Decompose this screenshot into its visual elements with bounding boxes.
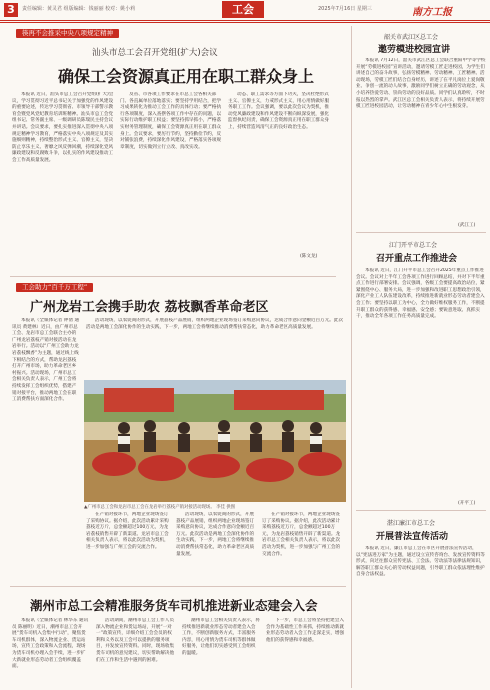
right3-title: 湛江廉江市总工会 bbox=[387, 520, 436, 527]
feature-column-1: 本报讯（全媒体记者 钟倩 通讯员 黄建林）近日，由广州市总工会、龙岩市总工会联合主办的广州龙岩荔枝产销对接活动在龙岩举行。活动以“广州工会助力龙岩荔枝飘香”为主题，通过线上线下相结合的方式，帮助龙岩荔枝打开广州市场，助力革命老区乡村振兴。活动现场，广州市总工会相关负责人表示，广州工会将持续发挥工会组织优势，搭建产销对接平台，推动两地工会在职工消费帮扶方面深化合作。 bbox=[12, 318, 80, 403]
section-name: 工会 bbox=[222, 1, 264, 18]
right1-title: 韶关市武江区总工会 bbox=[384, 34, 439, 41]
photo-caption: ▲广州市总工会和龙岩市总工会在龙岩举行荔枝产销对接活动现场。 李佳 供图 bbox=[84, 505, 236, 510]
right2-subtitle: 召开重点工作推进会 bbox=[376, 254, 458, 264]
chaozhou-title: 潮州市总工会精准服务货车司机推进新业态建会入会 bbox=[30, 598, 318, 613]
feature-column-2: 活动现场，以农促商的形式，开展荔枝产品展销，组织两地企业现场签订采购意向协议，达成合作意向金额近百万元。此次活动是两地工会深化协作的生动实践，下一步，两地工会将继续推动消费帮扶常态化，助力革命老区高质量发展。 bbox=[86, 318, 344, 330]
lychee-event-photo bbox=[84, 380, 346, 502]
right1-divider bbox=[356, 232, 486, 233]
feature-column-4: 活动现场，以农促商的形式，开展荔枝产品展销，组织两地企业现场签订采购意向协议，达成合作意向金额近百万元。此次活动是两地工会深化协作的生动实践，下一步，两地工会将继续推动消费帮扶常态化，助力革命老区高质量发展。 bbox=[176, 512, 255, 557]
feature-column-3: 在产销对接环节，两地企业现场签订了采购协议。据介绍，此次活动累计采购荔枝近万斤，总金额超过100万元，为龙岩荔枝销售开辟了新渠道。龙岩市总工会相关负责人表示，将以此次活动为契机，进一步加强与广州工会的交流合作。 bbox=[86, 512, 169, 550]
lead-column-3: 动态、职工需求等方面下功夫，坚决杜绝形式主义、官僚主义，力戒形式主义，用心用情做好服务职工工作。会议强调，要以此次会议为契机，推动党风廉政建设和作风建设不断向纵深发展，强化监督执纪问责，确保工会资源真正用在职工群众身上，持续营造风清气正的良好政治生态。 bbox=[228, 92, 330, 130]
right2-body: 本报讯 近日，江门开平市总工会召开2025年重点工作推进会议。会议对上半年工会各项工作进行回顾总结，并对下半年重点工作进行部署安排。会议强调，各级工会要提高政治站位，紧紧围绕中心、服务大局，进一步加强和改进职工思想政治引领，深化产业工人队伍建设改革，持续推进新就业形态劳动者建会入会工作；要坚持以职工为中心，全力做好维权服务工作，不断提升职工群众的获得感、幸福感、安全感；要锐意进取、真抓实干，推动全年各项工作任务高质量完成。 bbox=[356, 268, 485, 320]
page-header bbox=[0, 0, 490, 21]
lead-column-1: 本报讯 近日，汕头市总工会召开党组(扩大)会议，学习贯彻习近平总书记关于加强党的作风建设的重要论述，传达学习贯彻省、市领导干部警示教育会暨党风党纪教育培训班精神。汕头市总工会党组书记、常务副主席、一级调研员陈瑞民主持会议并讲话。会议要求，要扎实推进深入贯彻中央八项规定精神学习教育，严格落实中央八项规定及其实施细则精神，持续整治形式主义、官僚主义，坚决防止享乐主义、奢靡之风反弹回潮，持续深化党风廉政建设和反腐败斗争，以扎实的作风建设推动工会工作高质量发展。 bbox=[12, 92, 114, 163]
right3-body: 本报讯 近日，廉江市总工会在市区开展普法宣传活动，以“宪法进万家”为主题，通过设立宣传咨询台、发放宣传资料等形式，向过往群众宣传宪法、工会法、劳动法等法律法规知识，解答职工群众关心的劳动权益问题，引导职工群众依法理性维护自身合法权益。 bbox=[356, 546, 485, 578]
feature-divider bbox=[10, 586, 346, 587]
right3-subtitle: 开展普法宣传活动 bbox=[376, 532, 449, 542]
lead-divider bbox=[10, 276, 336, 277]
lead-subtitle: 汕头市总工会召开党组(扩大)会议 bbox=[92, 48, 218, 58]
editor-credits: 责任编辑：黄灵君 组版编辑：钱丽丽 校对：姚小莉 bbox=[22, 6, 136, 12]
lead-kicker: 筷再不会推采中央八项规定精神 bbox=[16, 29, 119, 38]
issue-date: 2025年7月16日 星期三 bbox=[318, 6, 372, 12]
chaozhou-column-1: 本报讯（全媒体记者 林华东 通讯员 陈丽明）近日，潮州市总工会开展“货车司机入会集中行动”，聚焦货车司机群体，深入物流企业、货运站场，宣传工会政策和入会流程，现场为货车司机办理入会手续，进一步扩大新就业形态劳动者工会组织覆盖面。 bbox=[12, 618, 89, 670]
feature-kicker: 工会助力“百千万工程” bbox=[16, 283, 93, 292]
header-rule bbox=[0, 22, 490, 23]
photo-illustration bbox=[84, 380, 346, 502]
lead-signoff: (陈文龙) bbox=[300, 254, 318, 259]
chaozhou-column-2: 活动期间，潮州市总工会工作人员深入物流企业和货运场站，开展“一对一”政策宣传，详细介绍工会会员的权利和义务以及工会可以提供的服务项目，并发放宣传资料。同时，现场收集货车司机的意见建议，切实帮助解决他们在工作和生活中遇到的困难。 bbox=[96, 618, 175, 663]
feature-column-5: 在产销对接环节，两地企业现场签订了采购协议。据介绍，此次活动累计采购荔枝近万斤，总金额超过100万元，为龙岩荔枝销售开辟了新渠道。龙岩市总工会相关负责人表示，将以此次活动为契机，进一步加强与广州工会的交流合作。 bbox=[262, 512, 341, 557]
right2-signoff: (开平工) bbox=[458, 501, 476, 506]
lead-title: 确保工会资源真正用在职工群众身上 bbox=[58, 67, 315, 86]
chaozhou-column-4: 下一步，市总工会将坚持把建会入会作为基础性工作来抓，持续推动新就业形态劳动者入会工作走深走实，增强他们的获得感和幸福感。 bbox=[266, 618, 345, 643]
column-divider bbox=[351, 26, 352, 688]
feature-title: 广州龙岩工会携手助农 荔枝飘香革命老区 bbox=[30, 300, 269, 315]
lead-column-2: 及省、市各项工作要求在市总工会各相关部门、各直属单位落地落实；要坚持学用结合，把学习成果转化为推动工会工作的具体行动；要严格执行各项制度，深入查摆各项工作中存在的问题，以实际行动维护职工权益；要坚持抓早抓小，严格落实财务管理制度，确保工会资源真正用在职工群众身上。会议要求，要厉行节约，坚持勤俭节约，反对铺张浪费，持续深化作风建设，严格落实各项规章制度，切实做到立行立改、真改实改。 bbox=[120, 92, 222, 150]
right2-divider bbox=[356, 510, 486, 511]
right1-body: 本报讯 7月12日，韶关市武江区总工会联合重阳中学等学校开展“劳模进校园”宣讲活动，邀请劳模工匠走进校园，为学生们讲述自己的奋斗故事，弘扬劳模精神、劳动精神、工匠精神。活动现场，劳模工匠们结合自身经历，讲述了在平凡岗位上爱岗敬业、争创一流的动人故事，激励同学们树立正确的劳动观念，从小培养热爱劳动、崇尚劳动的良好品质。同学们认真聆听，不时报以热烈的掌声。武江区总工会相关负责人表示，将持续开展劳模工匠进校园活动，让劳动精神在青少年心中生根发芽。 bbox=[356, 58, 486, 110]
right2-title: 江门开平市总工会 bbox=[389, 242, 438, 249]
chaozhou-column-3: 潮州市总工会相关负责人表示，将持续推进新就业形态劳动者建会入会工作，不断创新服务方式，丰富服务内容，用心用情为货车司机等群体做好服务，让他们切实感受到工会组织的温暖。 bbox=[182, 618, 260, 656]
newspaper-brand: 南方工报 bbox=[412, 7, 452, 18]
right1-subtitle: 邀劳模进校园宣讲 bbox=[378, 45, 451, 55]
page-number: 3 bbox=[4, 3, 18, 17]
right1-signoff: (武江工) bbox=[458, 223, 476, 228]
